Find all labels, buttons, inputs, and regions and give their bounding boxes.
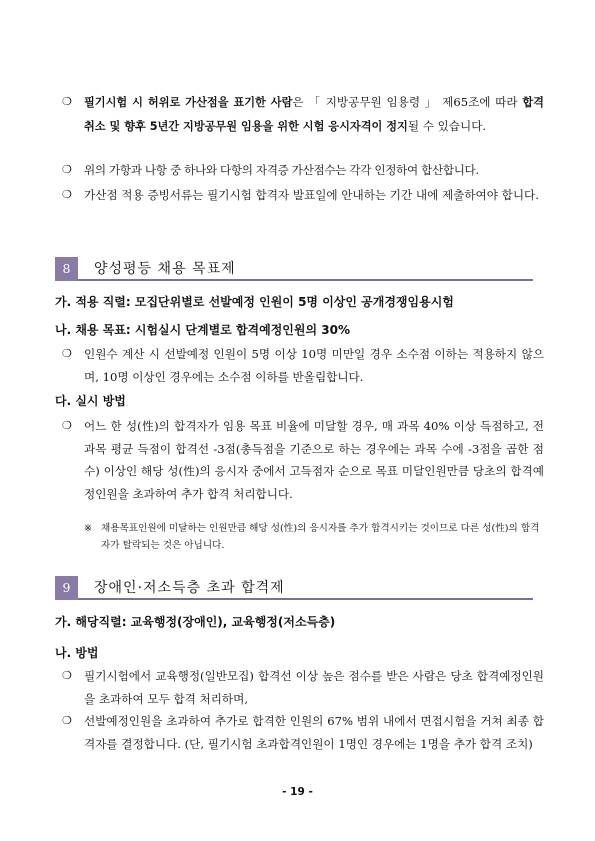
footnote [84, 520, 544, 554]
list-item-text [62, 91, 544, 138]
circle-bullet-icon: ❍ [62, 95, 72, 108]
list-item-text: 인원수 계산 시 선발예정 인원이 5명 이상 10명 미만일 경우 소수점 이하는 적용하지 않으며, 10명 이상인 경우에는 소수점 이하를 반올림합니다. [84, 347, 544, 384]
reference-mark-icon: ※ [84, 523, 93, 534]
list-item [62, 159, 544, 182]
text-bold: 필기시험 시 허위로 가산점을 표기한 사람 [84, 96, 293, 109]
section-number-badge: 9 [55, 576, 78, 600]
list-item [62, 665, 544, 710]
list-item-text: 위의 가항과 나항 중 하나와 다항의 자격증 가산점수는 각각 인정하여 합산합니다. [84, 163, 479, 177]
circle-bullet-icon: ❍ [62, 163, 72, 176]
section-header-9 [55, 576, 533, 600]
circle-bullet-icon: ❍ [62, 419, 72, 432]
circle-bullet-icon: ❍ [62, 714, 72, 727]
list-item [62, 710, 544, 755]
section-divider [78, 598, 533, 600]
list-item [62, 343, 544, 388]
page-number: - 19 - [282, 786, 313, 798]
subheading-ga: 가. 적용 직렬: 모집단위별로 선발예정 인원이 5명 이상인 공개경쟁임용시험 [55, 295, 454, 309]
circle-bullet-icon: ❍ [62, 347, 72, 360]
footnote-text: 채용목표인원에 미달하는 인원만큼 해당 성(性)의 응시자를 추가 합격시키는 것이므로 다른 성(性)의 합격자가 탈락되는 것은 아닙니다. [101, 523, 540, 551]
subheading-na: 나. 방법 [55, 646, 99, 660]
list-item-text: 어느 한 성(性)의 합격자가 임용 목표 비율에 미달할 경우, 매 과목 40% 이상 득점하고, 전 과목 평균 득점이 합격선 -3점(총득점을 기준으로 하는 경우에는 과목 수에 -3점을 곱한 점수) 이상인 해당 성(性)의 응시자 중에서 고득점자 순으로 목표 미달인원만큼 당초의 합격예정인원을 초과하여 추가 합격 처리합니다. [84, 419, 544, 501]
section-number-badge: 8 [55, 257, 78, 281]
circle-bullet-icon: ❍ [62, 669, 72, 682]
section-title: 양성평등 채용 목표제 [94, 261, 236, 277]
list-item-text: 가산점 적용 증빙서류는 필기시험 합격자 발표일에 안내하는 기간 내에 제출하여야 합니다. [84, 188, 539, 202]
subheading-ga: 가. 해당직렬: 교육행정(장애인), 교육행정(저소득층) [55, 615, 336, 629]
subheading-da: 다. 실시 방법 [55, 394, 126, 408]
text-normal: 될 수 있습니다. [407, 118, 487, 133]
list-item [62, 184, 544, 207]
list-item-text: 필기시험에서 교육행정(일반모집) 합격선 이상 높은 점수를 받은 사람은 당초 합격예정인원을 초과하여 모두 합격 처리하며, [84, 669, 544, 706]
list-item [62, 415, 544, 505]
list-item-text: 선발예정인원을 초과하여 추가로 합격한 인원의 67% 범위 내에서 면접시험을 거쳐 최종 합격자를 결정합니다. (단, 필기시험 초과합격인원이 1명인 경우에는 1명을 추가 합격 조치) [84, 714, 544, 751]
list-item [62, 91, 544, 138]
subheading-na: 나. 채용 목표: 시험실시 단계별로 합격예정인원의 30% [55, 323, 350, 337]
section-divider [78, 279, 533, 281]
text-bold: 합격 취소 및 향후 5년간 지방공무원 임용을 위한 시험 응시자격이 정지 [84, 96, 544, 133]
circle-bullet-icon: ❍ [62, 188, 72, 201]
text-normal: 은 「 지방공무원 임용령 」 제65조에 따라 [292, 95, 523, 109]
section-title: 장애인·저소득층 초과 합격제 [94, 580, 285, 596]
section-header-8 [55, 257, 533, 281]
